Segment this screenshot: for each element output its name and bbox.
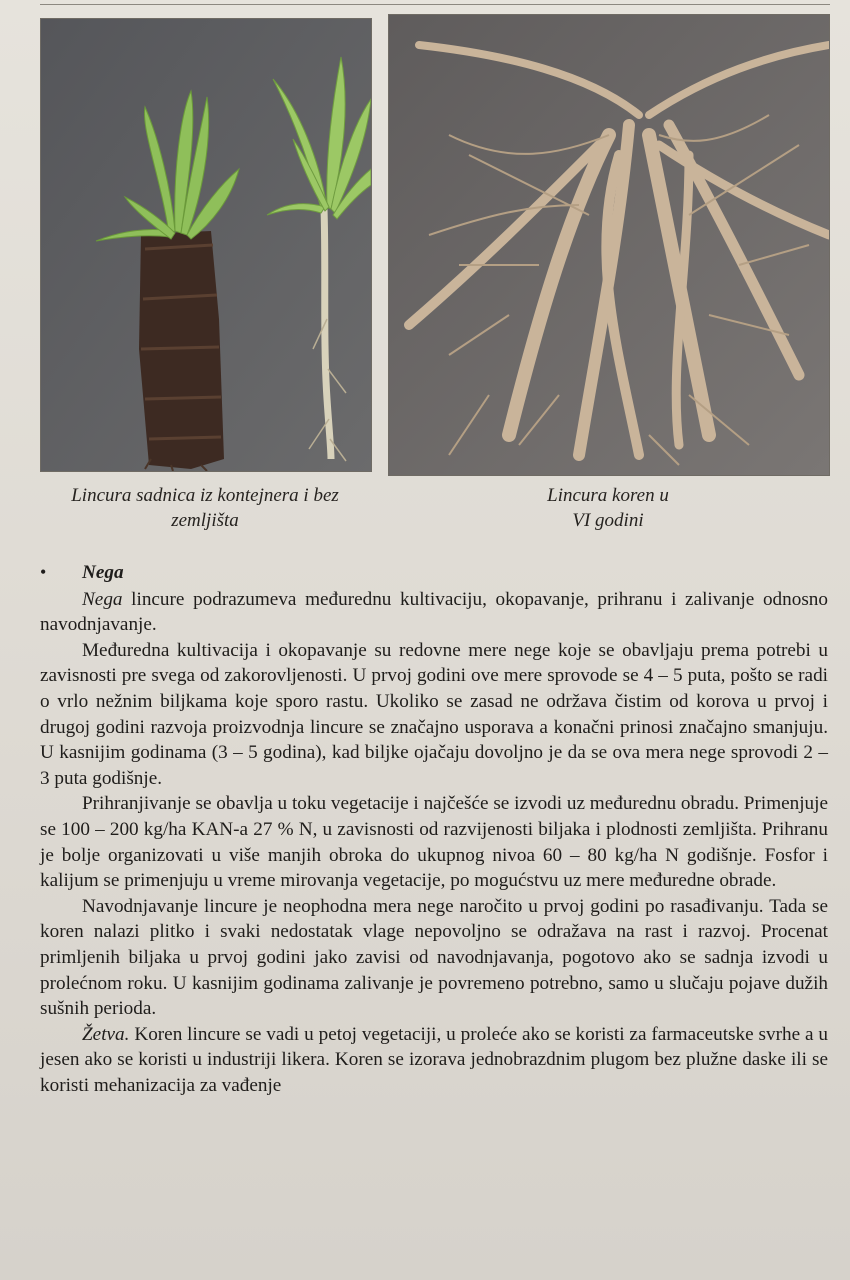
caption-right-line2: VI godini (572, 510, 644, 531)
seedlings-photo (40, 18, 372, 472)
paragraph-lead: Žetva. (82, 1023, 130, 1045)
paragraph (40, 1022, 828, 1099)
paragraph-text: Međuredna kultivacija i okopavanje su redovne mere nege koje se obavljaju prema potrebi u zavisnosti pre svega od zakorovljenosti. U prvoj godini ove mere sprovode se 4 – 5 puta, pošto se radi o vrlo nežnim biljkama koje sporo rastu. Ukoliko se zasad ne održava čistim od korova u prvoj i drugoj godini razvoja proizvodnja lincure se značajno usporava a konačni prinosi značajno smanjuju. U kasnijim godinama (3 – 5 godina), kad biljke ojačaju dovoljno je da se ova mera nege sprovodi 2 – 3 puta godišnje. (40, 639, 828, 789)
paragraph-text: Navodnjavanje lincure je neophodna mera nege naročito u prvoj godini po rasađivanju. Tada se koren nalazi plitko i svaki nedostatak vlage nepovoljno se odražava na rast i razvoj. Procenat primljenih biljaka u prvoj godini jako zavisi od navodnjavanja, pogotovo ako se sadnja izvodi u prolećnom roku. U kasnijim godinama zalivanje je povremeno potrebno, samo u slučaju pojave dužih sušnih perioda. (40, 895, 828, 1020)
paragraph-text: lincure podrazumeva međurednu kultivaciju, okopavanje, prihranu i zalivanje odnosno navodnjavanje. (40, 588, 828, 636)
paragraph (40, 587, 828, 638)
roots-photo (388, 14, 830, 476)
section-heading (40, 560, 828, 586)
section-heading-label: Nega (82, 562, 124, 583)
caption-left-line2: zemljišta (171, 510, 239, 531)
bullet-icon: • (40, 562, 47, 582)
paragraph-lead: Nega (82, 588, 123, 610)
figure-caption-right (388, 483, 828, 533)
care-section (40, 560, 828, 1098)
caption-right-line1: Lincura koren u (547, 485, 669, 506)
paragraph (40, 791, 828, 893)
paragraph-text: Prihranjivanje se obavlja u toku vegetacije i najčešće se izvodi uz međurednu obradu. Primenjuje se 100 – 200 kg/ha KAN-a 27 % N, u zavisnosti od razvijenosti biljaka i plodnosti zemljišta. Prihranu je bolje organizovati u više manjih obroka do ukupnog nivoa 60 – 80 kg/ha N godišnje. Fosfor i kalijum se primenjuju u vreme mirovanja vegetacije, po mogućstvu uz mere međuredne obrade. (40, 793, 828, 892)
paragraph-text: Koren lincure se vadi u petoj vegetaciji, u proleće ako se koristi za farmaceutske svrhe a u jesen ako se koristi u industriji likera. Koren se izorava jednobrazdnim plugom bez plužne daske ili se koristi mehanizacija za vađenje (40, 1023, 828, 1096)
paragraph (40, 894, 828, 1022)
paragraph (40, 638, 828, 792)
figure-caption-left (40, 483, 370, 533)
caption-left-line1: Lincura sadnica iz kontejnera i bez (71, 485, 339, 506)
top-rule (40, 4, 830, 5)
